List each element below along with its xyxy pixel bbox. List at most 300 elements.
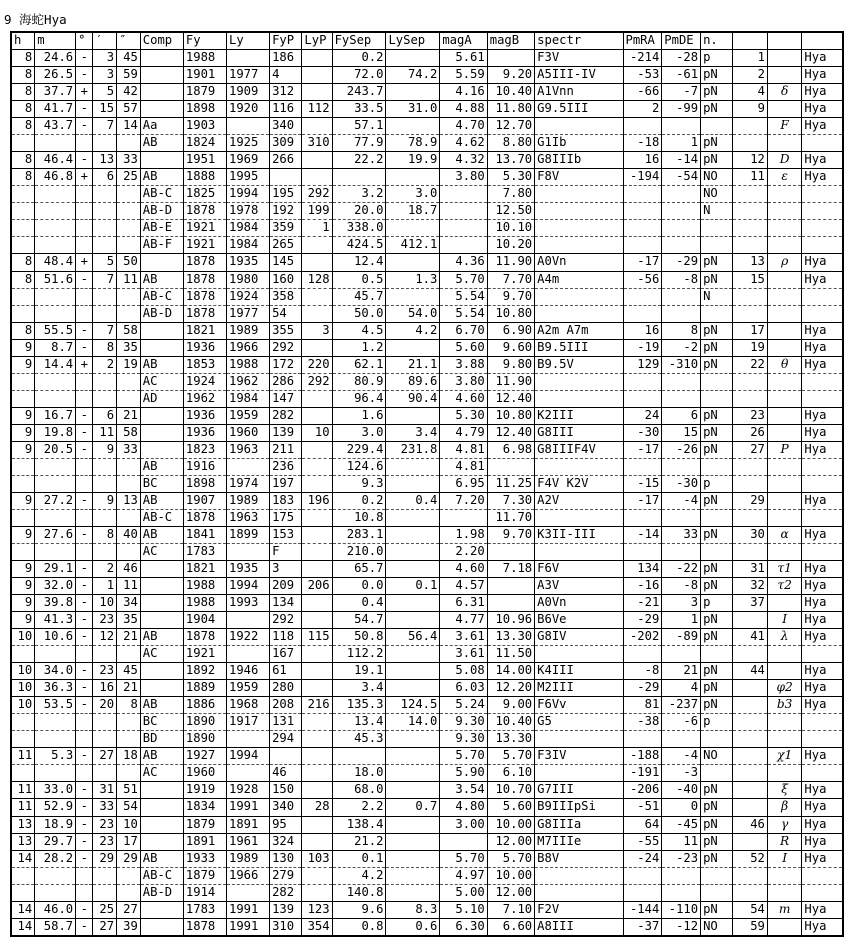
table-cell: -18 — [623, 135, 662, 152]
table-cell: 231.8 — [386, 441, 440, 458]
table-cell: - — [76, 67, 93, 84]
page-title: 9 海蛇Hya — [4, 12, 67, 27]
table-cell: G8IIIF4V — [535, 441, 623, 458]
table-row — [11, 765, 843, 782]
table-cell: 10.6 — [35, 629, 76, 646]
table-row — [11, 799, 843, 816]
table-cell: 1977 — [226, 67, 269, 84]
table-cell: - — [76, 50, 93, 67]
table-cell — [76, 288, 93, 305]
table-cell: 42 — [117, 84, 141, 101]
table-cell: 197 — [270, 475, 302, 492]
table-cell — [386, 407, 440, 424]
table-cell — [76, 646, 93, 663]
table-cell — [226, 458, 269, 475]
table-cell — [76, 237, 93, 254]
table-cell — [440, 220, 487, 237]
table-cell: 123 — [302, 901, 332, 918]
table-row — [11, 782, 843, 799]
table-cell: - — [76, 339, 93, 356]
table-cell — [140, 339, 183, 356]
table-cell: 1984 — [226, 237, 269, 254]
table-cell: G7III — [535, 782, 623, 799]
table-cell — [11, 714, 35, 731]
table-cell: 2.2 — [332, 799, 386, 816]
table-cell: 14.00 — [487, 663, 534, 680]
table-cell: -144 — [623, 901, 662, 918]
table-cell: -66 — [623, 84, 662, 101]
table-cell: - — [76, 918, 93, 936]
table-cell: -188 — [623, 748, 662, 765]
table-cell: - — [76, 578, 93, 595]
table-cell: 90.4 — [386, 390, 440, 407]
table-cell — [733, 220, 767, 237]
table-cell — [140, 101, 183, 118]
table-cell: 1890 — [183, 714, 226, 731]
table-cell — [302, 816, 332, 833]
table-cell: 14.0 — [386, 714, 440, 731]
table-cell — [140, 680, 183, 697]
column-header: magA — [440, 32, 487, 50]
table-cell: 21 — [117, 407, 141, 424]
table-cell — [35, 305, 76, 322]
table-cell: 243.7 — [332, 84, 386, 101]
table-cell — [733, 544, 767, 561]
table-cell: 118 — [270, 629, 302, 646]
table-cell: 13 — [117, 492, 141, 509]
table-cell: τ1 — [767, 561, 801, 578]
table-cell: 1 — [662, 135, 701, 152]
table-cell: 33 — [117, 441, 141, 458]
table-cell: 10.40 — [487, 84, 534, 101]
table-cell: AB-D — [140, 305, 183, 322]
table-row — [11, 714, 843, 731]
table-cell: 1.98 — [440, 526, 487, 543]
table-cell: 18 — [117, 748, 141, 765]
table-cell: 112.2 — [332, 646, 386, 663]
table-cell: 9.80 — [487, 356, 534, 373]
table-cell — [76, 475, 93, 492]
table-cell: 359 — [270, 220, 302, 237]
table-cell — [386, 526, 440, 543]
table-cell: 8 — [11, 152, 35, 169]
table-cell: 27 — [733, 441, 767, 458]
table-cell: pN — [701, 782, 733, 799]
table-cell: -202 — [623, 629, 662, 646]
table-cell: - — [76, 101, 93, 118]
table-cell: 34 — [117, 595, 141, 612]
table-cell: 1988 — [183, 578, 226, 595]
table-cell — [117, 305, 141, 322]
table-cell: 1980 — [226, 271, 269, 288]
table-cell: 29.7 — [35, 833, 76, 850]
table-cell — [140, 561, 183, 578]
table-cell: 13.30 — [487, 731, 534, 748]
table-cell: A2m A7m — [535, 322, 623, 339]
table-cell: 3.4 — [332, 680, 386, 697]
table-cell: 13 — [733, 254, 767, 271]
table-cell — [11, 646, 35, 663]
table-cell: 3 — [270, 561, 302, 578]
table-cell — [302, 884, 332, 901]
table-row — [11, 646, 843, 663]
table-cell: -2 — [662, 339, 701, 356]
table-cell — [11, 765, 35, 782]
table-cell: pN — [701, 356, 733, 373]
header-row — [11, 32, 843, 50]
table-cell: 195 — [270, 186, 302, 203]
table-cell — [733, 748, 767, 765]
table-cell — [386, 458, 440, 475]
table-cell — [302, 339, 332, 356]
table-cell — [662, 458, 701, 475]
table-row — [11, 867, 843, 884]
table-cell: -12 — [662, 918, 701, 936]
table-cell — [701, 731, 733, 748]
table-cell: 6.03 — [440, 680, 487, 697]
table-cell — [662, 731, 701, 748]
table-row — [11, 305, 843, 322]
table-cell: β — [767, 799, 801, 816]
table-cell — [302, 441, 332, 458]
table-cell: 78.9 — [386, 135, 440, 152]
table-cell: 46.8 — [35, 169, 76, 186]
table-cell: 1935 — [226, 561, 269, 578]
table-cell — [386, 680, 440, 697]
table-cell: 10.96 — [487, 612, 534, 629]
table-row — [11, 509, 843, 526]
table-cell — [767, 407, 801, 424]
table-cell: 1.2 — [332, 339, 386, 356]
table-row — [11, 816, 843, 833]
table-cell — [35, 220, 76, 237]
table-cell: 1878 — [183, 271, 226, 288]
table-cell: 1 — [662, 612, 701, 629]
table-cell: 1921 — [183, 220, 226, 237]
table-cell: 23 — [93, 663, 117, 680]
table-cell: - — [76, 271, 93, 288]
table-cell — [386, 339, 440, 356]
table-cell — [35, 544, 76, 561]
table-cell: 9 — [11, 561, 35, 578]
table-cell — [386, 254, 440, 271]
table-cell: 134 — [623, 561, 662, 578]
table-cell: 1.3 — [386, 271, 440, 288]
table-cell — [767, 867, 801, 884]
table-cell — [662, 884, 701, 901]
table-cell: 53.5 — [35, 697, 76, 714]
table-cell: - — [76, 901, 93, 918]
table-cell: Hya — [802, 50, 843, 67]
table-cell: Hya — [802, 169, 843, 186]
column-header: LySep — [386, 32, 440, 50]
table-cell: 292 — [270, 612, 302, 629]
table-cell — [302, 50, 332, 67]
table-cell — [487, 578, 534, 595]
table-cell — [487, 544, 534, 561]
table-cell: 4.88 — [440, 101, 487, 118]
table-cell: 44 — [733, 663, 767, 680]
table-cell: 8 — [11, 50, 35, 67]
table-cell — [140, 254, 183, 271]
table-cell — [11, 884, 35, 901]
table-cell — [767, 544, 801, 561]
table-cell — [662, 220, 701, 237]
table-cell — [140, 901, 183, 918]
table-cell — [733, 288, 767, 305]
table-cell: 46 — [117, 561, 141, 578]
table-cell: 11.90 — [487, 373, 534, 390]
table-cell: 310 — [302, 135, 332, 152]
table-cell — [733, 782, 767, 799]
table-row — [11, 407, 843, 424]
table-cell: 3.0 — [386, 186, 440, 203]
table-cell: p — [701, 475, 733, 492]
table-cell — [11, 135, 35, 152]
table-cell: 5.60 — [487, 799, 534, 816]
column-header: FySep — [332, 32, 386, 50]
table-row — [11, 475, 843, 492]
table-cell: 41 — [733, 629, 767, 646]
table-cell: 1969 — [226, 152, 269, 169]
table-cell: 9.60 — [487, 339, 534, 356]
table-cell: 4 — [662, 680, 701, 697]
table-cell: 279 — [270, 867, 302, 884]
table-cell: 1924 — [183, 373, 226, 390]
table-cell: Hya — [802, 118, 843, 135]
table-cell: 9 — [11, 339, 35, 356]
table-cell: 103 — [302, 850, 332, 867]
table-cell: 424.5 — [332, 237, 386, 254]
table-cell: 5.60 — [440, 339, 487, 356]
table-cell: 1994 — [226, 186, 269, 203]
table-cell: 9 — [11, 407, 35, 424]
table-row — [11, 680, 843, 697]
table-row — [11, 424, 843, 441]
table-cell — [733, 203, 767, 220]
table-cell: 6 — [93, 169, 117, 186]
table-cell — [535, 646, 623, 663]
table-cell — [386, 782, 440, 799]
table-cell — [767, 492, 801, 509]
table-cell: 32.0 — [35, 578, 76, 595]
table-cell — [76, 731, 93, 748]
table-cell: ε — [767, 169, 801, 186]
table-cell: 1994 — [226, 748, 269, 765]
table-cell: 13 — [11, 816, 35, 833]
table-cell — [386, 867, 440, 884]
table-cell — [767, 595, 801, 612]
table-cell — [535, 544, 623, 561]
table-cell: 286 — [270, 373, 302, 390]
table-cell: 21.2 — [332, 833, 386, 850]
table-cell — [623, 731, 662, 748]
table-cell: - — [76, 152, 93, 169]
table-cell — [802, 731, 843, 748]
table-cell: 15 — [93, 101, 117, 118]
table-row — [11, 629, 843, 646]
table-cell — [733, 305, 767, 322]
table-cell — [270, 169, 302, 186]
table-cell — [802, 646, 843, 663]
table-cell: 216 — [302, 697, 332, 714]
table-cell — [733, 475, 767, 492]
table-cell: pN — [701, 901, 733, 918]
table-cell — [117, 867, 141, 884]
table-cell: -15 — [623, 475, 662, 492]
table-cell: 14 — [11, 850, 35, 867]
table-cell — [93, 390, 117, 407]
table-cell: 9.70 — [487, 288, 534, 305]
table-cell: 7 — [93, 322, 117, 339]
table-cell — [386, 509, 440, 526]
table-cell: Hya — [802, 561, 843, 578]
table-cell — [93, 220, 117, 237]
table-cell — [535, 186, 623, 203]
table-cell — [767, 220, 801, 237]
table-cell: 0.4 — [332, 595, 386, 612]
table-cell: 1834 — [183, 799, 226, 816]
table-cell — [733, 373, 767, 390]
table-cell: 7.80 — [487, 186, 534, 203]
table-cell: 39 — [117, 918, 141, 936]
table-cell: NO — [701, 918, 733, 936]
table-cell: A0Vn — [535, 595, 623, 612]
table-cell: AB — [140, 271, 183, 288]
table-cell: pN — [701, 339, 733, 356]
table-cell: 4.57 — [440, 578, 487, 595]
table-cell: 1899 — [226, 526, 269, 543]
table-cell — [701, 220, 733, 237]
table-cell — [802, 714, 843, 731]
table-row — [11, 271, 843, 288]
table-cell: ρ — [767, 254, 801, 271]
table-cell: 45.3 — [332, 731, 386, 748]
table-cell: 51 — [117, 782, 141, 799]
table-cell — [386, 475, 440, 492]
table-cell: pN — [701, 799, 733, 816]
table-cell — [140, 833, 183, 850]
table-cell: 19.1 — [332, 663, 386, 680]
table-cell: 45.7 — [332, 288, 386, 305]
table-cell: 134 — [270, 595, 302, 612]
table-cell — [701, 237, 733, 254]
table-cell: 10.00 — [487, 867, 534, 884]
table-cell: 1984 — [226, 220, 269, 237]
table-cell: 34.0 — [35, 663, 76, 680]
table-cell: 50.0 — [332, 305, 386, 322]
table-cell: 89.6 — [386, 373, 440, 390]
table-cell — [140, 918, 183, 936]
table-cell: 14.4 — [35, 356, 76, 373]
table-cell: Hya — [802, 697, 843, 714]
table-cell: 50 — [117, 254, 141, 271]
table-cell: Hya — [802, 578, 843, 595]
table-cell: 312 — [270, 84, 302, 101]
column-header: ′ — [93, 32, 117, 50]
table-cell: R — [767, 833, 801, 850]
table-cell: 1853 — [183, 356, 226, 373]
table-cell: F6V — [535, 561, 623, 578]
table-cell: Hya — [802, 84, 843, 101]
table-cell: AB-E — [140, 220, 183, 237]
table-cell: F8V — [535, 169, 623, 186]
table-cell: 358 — [270, 288, 302, 305]
table-cell: -55 — [623, 833, 662, 850]
table-cell: 23 — [93, 833, 117, 850]
table-cell: 10 — [11, 697, 35, 714]
table-cell — [140, 816, 183, 833]
table-cell: 1907 — [183, 492, 226, 509]
table-cell: 57 — [117, 101, 141, 118]
table-cell: 1978 — [226, 203, 269, 220]
table-cell: 15 — [733, 271, 767, 288]
table-cell: 1898 — [183, 101, 226, 118]
table-cell: 2 — [93, 356, 117, 373]
table-cell: 61 — [270, 663, 302, 680]
table-cell: 3.0 — [332, 424, 386, 441]
table-cell — [35, 390, 76, 407]
table-cell — [302, 526, 332, 543]
table-cell: 1.6 — [332, 407, 386, 424]
table-cell — [802, 544, 843, 561]
table-cell: 46.0 — [35, 901, 76, 918]
table-cell: 8.3 — [386, 901, 440, 918]
table-cell — [11, 186, 35, 203]
table-cell: 6 — [662, 407, 701, 424]
table-cell: 1963 — [226, 441, 269, 458]
table-cell — [117, 475, 141, 492]
table-cell — [767, 475, 801, 492]
table-cell — [226, 884, 269, 901]
table-cell: pN — [701, 424, 733, 441]
table-cell: 33.0 — [35, 782, 76, 799]
table-cell — [767, 884, 801, 901]
table-cell: 51.6 — [35, 271, 76, 288]
table-row — [11, 884, 843, 901]
table-cell — [767, 101, 801, 118]
table-cell: 292 — [302, 186, 332, 203]
table-cell — [93, 458, 117, 475]
table-cell: 4.81 — [440, 458, 487, 475]
table-cell: 5.90 — [440, 765, 487, 782]
table-row — [11, 186, 843, 203]
table-cell: 9 — [11, 424, 35, 441]
table-cell — [701, 544, 733, 561]
table-cell: AB — [140, 458, 183, 475]
table-cell — [767, 186, 801, 203]
table-cell — [11, 220, 35, 237]
table-cell: 1924 — [226, 288, 269, 305]
table-cell: 1841 — [183, 526, 226, 543]
table-cell: 1892 — [183, 663, 226, 680]
column-header — [802, 32, 843, 50]
table-row — [11, 663, 843, 680]
table-cell: 21 — [117, 629, 141, 646]
table-cell — [93, 475, 117, 492]
table-cell — [11, 305, 35, 322]
table-cell: 1991 — [226, 799, 269, 816]
table-cell — [386, 50, 440, 67]
table-cell: NO — [701, 169, 733, 186]
table-cell: 10.70 — [487, 782, 534, 799]
table-cell: γ — [767, 816, 801, 833]
table-cell — [302, 118, 332, 135]
table-cell: 139 — [270, 424, 302, 441]
table-cell: -110 — [662, 901, 701, 918]
table-cell: 35 — [117, 612, 141, 629]
table-cell: 0.5 — [332, 271, 386, 288]
